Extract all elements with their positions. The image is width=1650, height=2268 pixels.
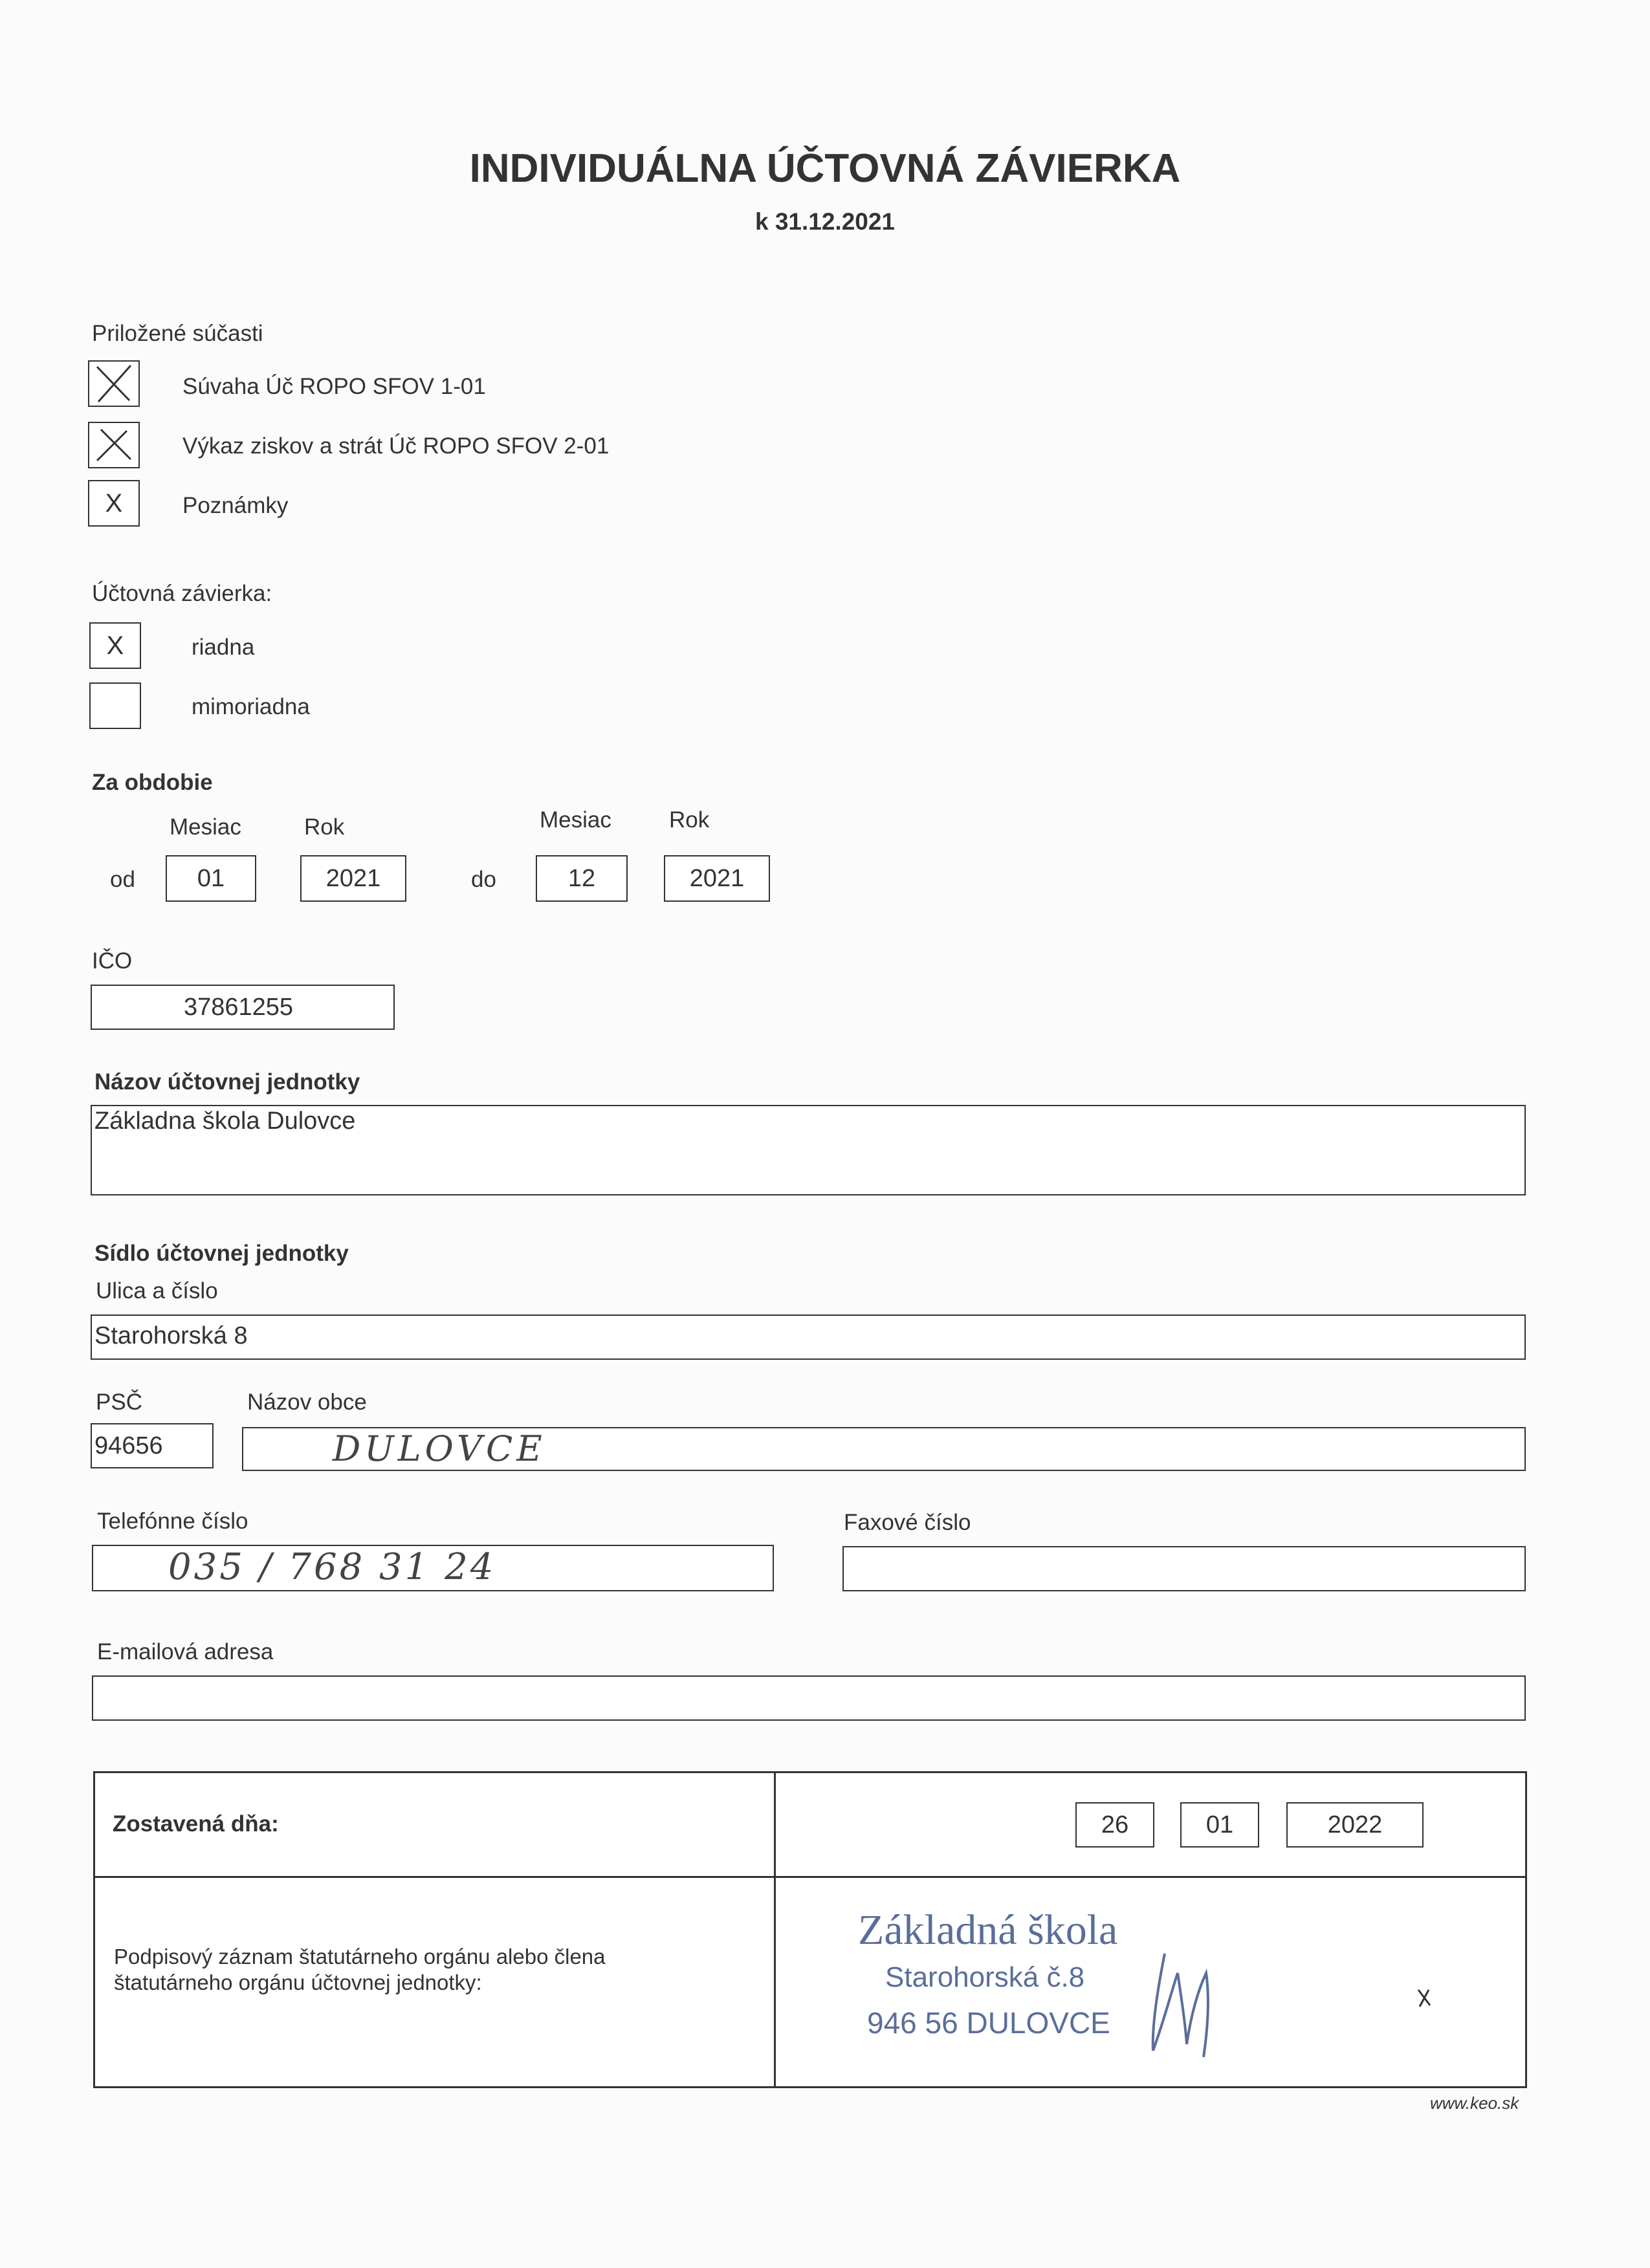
to-year-field[interactable]: 2021 [664,855,770,902]
notes-label: Poznámky [182,493,289,518]
to-label: do [471,867,496,892]
fax-label: Faxové číslo [844,1510,971,1535]
stamp-line1: Základná škola [858,1906,1118,1954]
from-month-label: Mesiac [170,814,241,840]
statement-type-heading: Účtovná závierka: [92,581,272,606]
from-label: od [110,867,135,892]
compiled-day-field[interactable]: 26 [1075,1802,1154,1848]
table-vertical-divider [774,1771,776,2088]
phone-handwritten-value: 035 / 768 31 24 [168,1546,496,1588]
page-title: INDIVIDUÁLNA ÚČTOVNÁ ZÁVIERKA [469,146,1181,191]
compiled-label: Zostavená dňa: [113,1811,279,1837]
city-handwritten-value: DULOVCE [333,1428,546,1469]
email-field[interactable] [92,1675,1526,1721]
compiled-month-field[interactable]: 01 [1180,1802,1259,1848]
cross-mark-icon [89,423,138,467]
ico-field[interactable]: 37861255 [91,985,395,1030]
entity-name-label: Názov účtovnej jednotky [94,1069,360,1095]
to-year-label: Rok [669,807,710,833]
period-heading: Za obdobie [92,770,213,795]
balance-sheet-label: Súvaha Úč ROPO SFOV 1-01 [182,374,486,399]
address-heading: Sídlo účtovnej jednotky [94,1241,349,1266]
city-label: Názov obce [247,1390,367,1415]
from-year-label: Rok [304,814,345,840]
street-field[interactable]: Starohorská 8 [91,1314,1526,1360]
entity-name-field[interactable]: Základna škola Dulovce [91,1105,1526,1195]
small-mark-icon [1414,1986,1434,2009]
street-label: Ulica a číslo [96,1278,218,1303]
balance-sheet-checkbox[interactable] [88,360,140,407]
notes-checkbox[interactable]: X [88,480,140,527]
signature-label-line2: štatutárneho orgánu účtovnej jednotky: [114,1970,482,1994]
signature-label-line1: Podpisový záznam štatutárneho orgánu alebo člena [114,1945,606,1968]
stamp-line2: Starohorská č.8 [885,1961,1085,1993]
table-horizontal-divider [93,1876,1527,1878]
psc-field[interactable]: 94656 [91,1423,214,1468]
footer-website[interactable]: www.keo.sk [1430,2093,1519,2113]
phone-field[interactable] [92,1545,774,1591]
income-statement-checkbox[interactable] [88,422,140,468]
date-line: k 31.12.2021 [754,208,896,235]
fax-field[interactable] [842,1546,1526,1591]
city-field[interactable] [242,1427,1526,1471]
signature-scribble-icon [1139,1934,1242,2064]
psc-label: PSČ [96,1390,142,1415]
regular-checkbox[interactable]: X [89,622,141,669]
from-month-field[interactable]: 01 [166,855,256,902]
compiled-year-field[interactable]: 2022 [1286,1802,1424,1848]
stamp-line3: 946 56 DULOVCE [867,2006,1110,2040]
income-statement-label: Výkaz ziskov a strát Úč ROPO SFOV 2-01 [182,433,610,459]
regular-label: riadna [192,635,255,660]
extraordinary-checkbox[interactable] [89,682,141,729]
to-month-label: Mesiac [540,807,611,833]
email-label: E-mailová adresa [97,1639,274,1664]
ico-label: IČO [92,948,133,974]
attachments-heading: Priložené súčasti [92,321,263,346]
cross-mark-icon [89,362,138,406]
to-month-field[interactable]: 12 [536,855,628,902]
extraordinary-label: mimoriadna [192,694,310,719]
from-year-field[interactable]: 2021 [300,855,406,902]
phone-label: Telefónne číslo [97,1509,248,1534]
